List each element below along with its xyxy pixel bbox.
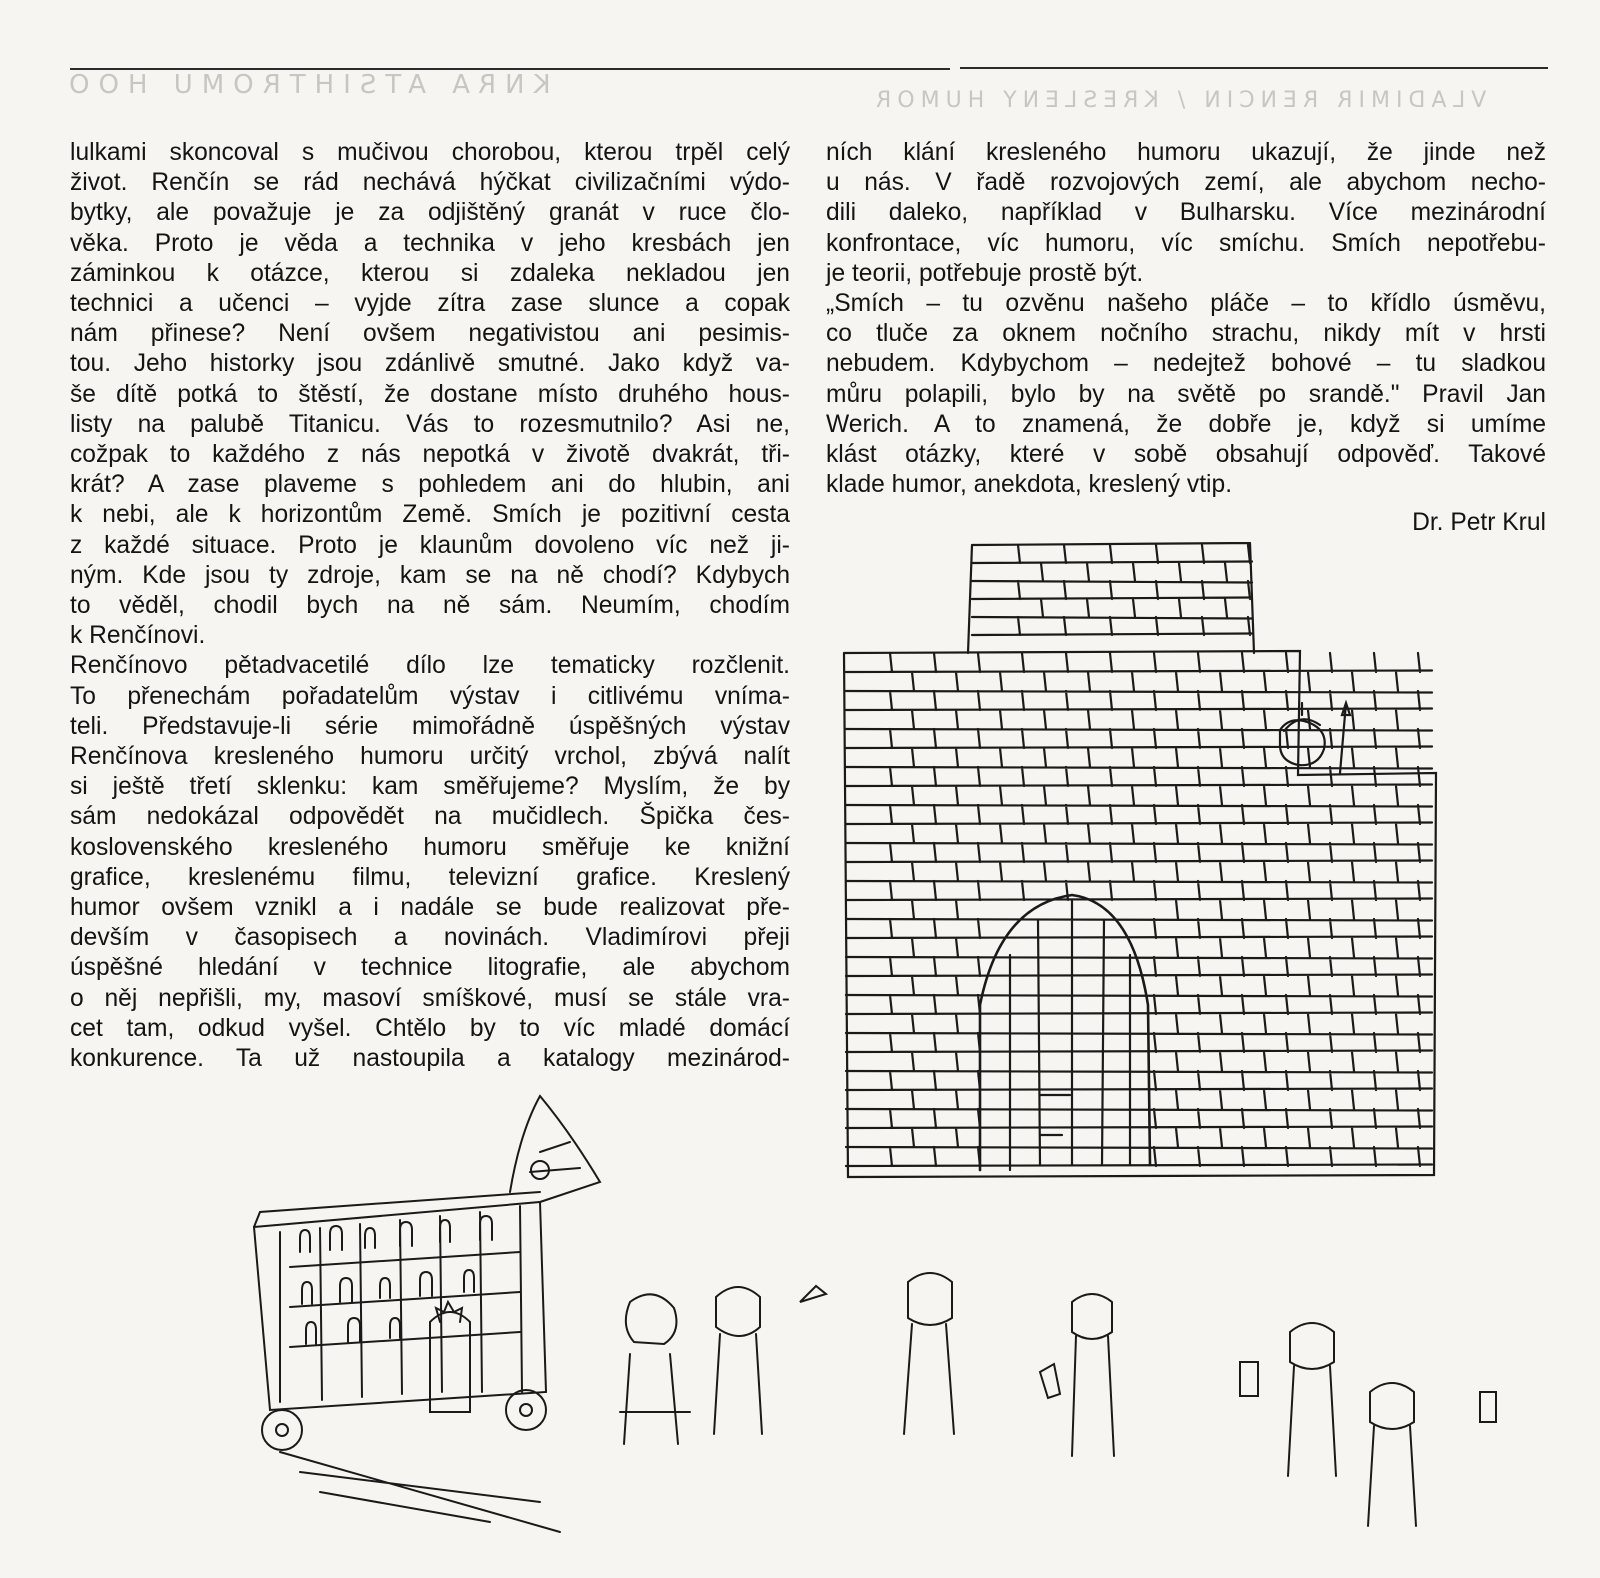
trojan-horse-cartoon <box>240 1092 1560 1552</box>
text-line: k Renčínovi. <box>70 622 206 650</box>
text-line: konkurence. Ta už nastoupila a katalogy mezinárod- <box>70 1045 790 1073</box>
text-line: krát? A zase plaveme s pohledem ani do hlubin, ani <box>70 471 790 499</box>
bar-shelves <box>290 1216 520 1347</box>
text-column-right <box>826 138 1546 539</box>
text-line: věka. Proto je věda a technika v jeho kresbách jen <box>70 229 790 257</box>
text-line: klade humor, anekdota, kreslený vtip. <box>826 471 1233 499</box>
text-line: To přenechám pořadatelům výstav i citlivému vníma- <box>70 682 790 710</box>
text-line: technici a učenci – vyjde zítra zase slunce a copak <box>70 290 790 318</box>
cartoon-figures <box>430 1273 1496 1526</box>
text-line: „Smích – tu ozvěnu našeho pláče – to křídlo úsměvu, <box>826 290 1546 318</box>
text-line: cet tam, odkud vyšel. Chtělo by to víc mladé domácí <box>70 1014 790 1042</box>
bleed-through-header-right: VLADIMIR RENCIN / KRESLENY HUMOR <box>870 88 1487 113</box>
text-line: klást otázky, které v sobě obsahují odpověď. Takové <box>826 441 1546 469</box>
text-line: co tluče za oknem nočního strachu, nikdy mít v hrsti <box>826 320 1546 348</box>
text-line: z každé situace. Proto je klaunům dovoleno víc než ji- <box>70 531 790 559</box>
text-line: život. Renčín se rád nechává hýčkat civilizačními výdo- <box>70 169 790 197</box>
text-line: k nebi, ale k horizontům Země. Smích je pozitivní cesta <box>70 501 790 529</box>
text-line: Renčínova kresleného humoru určitý vrchol, zbývá nalít <box>70 743 790 771</box>
text-line: nám přinese? Není ovšem negativistou ani pesimis- <box>70 320 790 348</box>
tower-bricks <box>972 545 1252 635</box>
text-line: dili daleko, například v Bulharsku. Více mezinárodní <box>826 199 1546 227</box>
text-line: listy na palubě Titanicu. Vás to rozesmutnilo? Asi ne, <box>70 410 790 438</box>
text-line: úspěšné hledání v technice litografie, ale abychom <box>70 954 790 982</box>
text-line: bytky, ale považuje je za odjištěný granát v ruce člo- <box>70 199 790 227</box>
text-line: konfrontace, víc humoru, víc smíchu. Smích nepotřebu- <box>826 229 1546 257</box>
guard-spear <box>1340 703 1350 773</box>
text-line: ným. Kde jsou ty zdroje, kam se na ně chodí? Kdybych <box>70 561 790 589</box>
horse-frame <box>254 1096 600 1410</box>
text-line: to věděl, chodil bych na ně sám. Neumím, chodím <box>70 592 790 620</box>
brick-lines <box>972 545 1252 635</box>
top-rule-left <box>70 68 950 70</box>
text-line: si ještě třetí sklenku: kam směřujeme? Myslím, že by <box>70 773 790 801</box>
text-line: o něj nepřišli, my, masoví smíškové, musí se stále vra- <box>70 984 790 1012</box>
text-line: sám nedokázal odpovědět na mučidlech. Špička čes- <box>70 803 790 831</box>
bleed-through-header-left: KNRA ATSIHTROMU HOO <box>60 70 551 100</box>
text-line: je teorii, potřebuje prostě být. <box>826 259 1144 287</box>
text-line: můru polapili, bylo by na světě po srandě." Pravil Jan <box>826 380 1546 408</box>
text-line: tou. Jeho historky jsou zdánlivě smutné. Jako když va- <box>70 350 790 378</box>
text-line: Werich. A to znamená, že dobře je, když si umíme <box>826 410 1546 438</box>
text-line: cožpak to každého z nás nepotká v životě dvakrát, tři- <box>70 441 790 469</box>
text-line: koslovenského kresleného humoru směřuje ke knižní <box>70 833 790 861</box>
guard-helmet <box>1284 703 1320 731</box>
text-line: Renčínovo pětadvacetilé dílo lze tematicky rozčlenit. <box>70 652 790 680</box>
text-line: u nás. V řadě rozvojových zemí, ale abychom necho- <box>826 169 1546 197</box>
text-line: nebudem. Kdybychom – nedejtež bohové – tu sladkou <box>826 350 1546 378</box>
text-line: še dítě potká to štěstí, že dostane místo druhého hous- <box>70 380 790 408</box>
text-line: teli. Představuje-li série mimořádně úspěšných výstav <box>70 712 790 740</box>
text-line: grafice, kreslenému filmu, televizní grafice. Kreslený <box>70 863 790 891</box>
horse-wheels <box>262 1390 560 1532</box>
text-line: ních klání kresleného humoru ukazují, že jinde než <box>826 139 1546 166</box>
top-rule-right <box>960 67 1548 69</box>
text-line: humor ovšem vznikl a i nadále se bude realizovat pře- <box>70 894 790 922</box>
text-column-left <box>70 138 790 1074</box>
text-line: záminkou k otázce, kterou si zdaleka nekladou jen <box>70 259 790 287</box>
text-line: lulkami skoncoval s mučivou chorobou, kterou trpěl celý <box>70 139 790 166</box>
author-signature: Dr. Petr Krul <box>1412 509 1546 537</box>
text-line: devším v časopisech a novinách. Vladimírovi přeji <box>70 924 790 952</box>
